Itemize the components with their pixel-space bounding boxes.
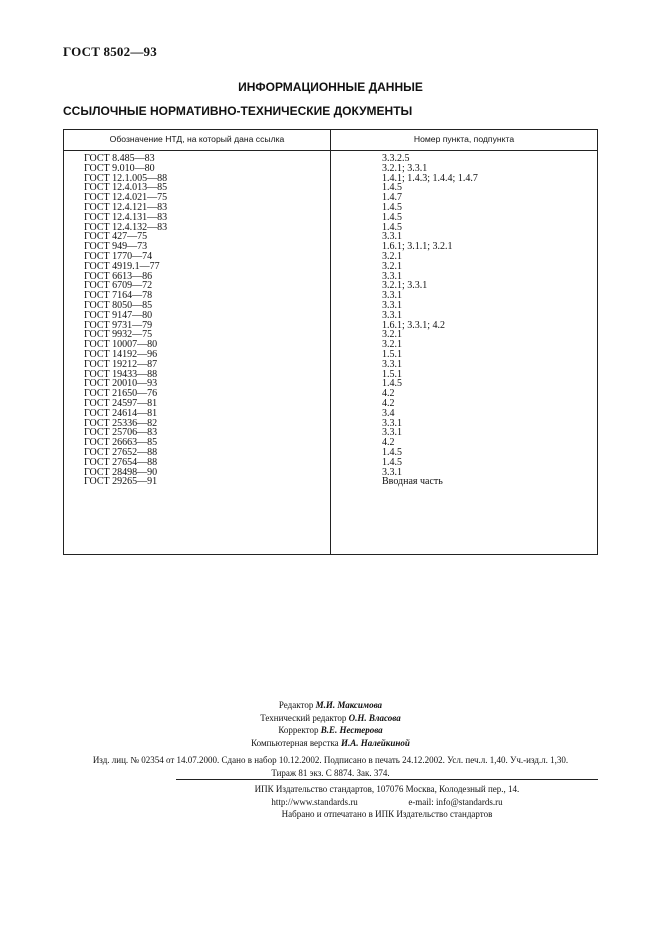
column-header-item: Номер пункта, подпункта: [413, 134, 515, 144]
document-cell: ГОСТ 9932—75: [84, 329, 153, 341]
editor-line: [0, 699, 661, 712]
publisher-website[interactable]: http://www.standards.ru: [271, 796, 358, 807]
item-cell: 3.3.1: [382, 466, 402, 478]
document-cell: ГОСТ 24614—81: [84, 407, 158, 419]
layout-label: Компьютерная верстка: [251, 737, 339, 748]
document-cell: ГОСТ 8050—85: [84, 299, 153, 311]
imprint-line-1: Изд. лиц. № 02354 от 14.07.2000. Сдано в набор 10.12.2002. Подписано в печать 24.12.2002. Усл. печ.л. 1,40. Уч.-изд.л. 1,30.: [92, 755, 569, 765]
corrector-name: В.Е. Нестерова: [320, 725, 383, 736]
document-cell: ГОСТ 427—75: [84, 231, 148, 243]
document-cell: ГОСТ 20010—93: [84, 378, 158, 390]
document-cell: ГОСТ 19433—88: [84, 368, 158, 380]
document-cell: ГОСТ 26663—85: [84, 437, 158, 449]
item-cell: 1.5.1: [382, 348, 402, 360]
item-cell: 1.4.5: [382, 221, 402, 233]
item-cell: 1.4.5: [382, 201, 402, 213]
document-cell: ГОСТ 6613—86: [84, 270, 153, 282]
column-header-document: Обозначение НТД, на который дана ссылка: [109, 134, 285, 144]
document-cell: ГОСТ 28498—90: [84, 466, 158, 478]
item-cell: 1.4.5: [382, 378, 402, 390]
document-cell: ГОСТ 1770—74: [84, 250, 153, 262]
item-cell: 3.3.1: [382, 299, 402, 311]
item-cell: 3.2.1; 3.3.1: [382, 162, 428, 174]
publisher-contacts: [176, 796, 598, 809]
item-cell: 4.2: [382, 397, 395, 409]
item-cell: 1.4.5: [382, 456, 402, 468]
editor-name: М.И. Максимова: [315, 700, 383, 710]
document-cell: ГОСТ 949—73: [84, 241, 148, 253]
item-cell: 3.2.1; 3.3.1: [382, 280, 428, 292]
document-cell: ГОСТ 9731—79: [84, 319, 153, 331]
item-cell: 3.3.1: [382, 417, 402, 429]
document-cell: ГОСТ 4919.1—77: [84, 260, 160, 272]
item-cell: 1.6.1; 3.3.1; 4.2: [382, 319, 446, 331]
table-body: [64, 154, 597, 487]
editor-label: Редактор: [278, 700, 314, 710]
table-row: [64, 477, 597, 487]
publisher-rule: [176, 779, 598, 780]
imprint-line-2: Тираж 81 экз. С 8874. Зак. 374.: [271, 767, 390, 778]
document-cell: ГОСТ 12.4.131—83: [84, 211, 168, 223]
layout-line: [0, 737, 661, 750]
credits-block: [0, 699, 661, 749]
item-cell: 4.2: [382, 437, 395, 449]
document-cell: ГОСТ 12.4.132—83: [84, 221, 168, 233]
publisher-address: ИПК Издательство стандартов, 107076 Москва, Колодезный пер., 14.: [254, 784, 520, 794]
document-cell: ГОСТ 9147—80: [84, 309, 153, 321]
tech-editor-line: [0, 712, 661, 725]
item-cell: 1.6.1; 3.1.1; 3.2.1: [382, 241, 453, 253]
item-cell: 1.4.1; 1.4.3; 1.4.4; 1.4.7: [382, 172, 478, 184]
document-cell: ГОСТ 12.1.005—88: [84, 172, 168, 184]
document-cell: ГОСТ 25706—83: [84, 427, 158, 439]
document-cell: ГОСТ 12.4.021—75: [84, 192, 168, 204]
item-cell: 3.3.1: [382, 427, 402, 439]
document-cell: ГОСТ 12.4.013—85: [84, 182, 168, 194]
publisher-email[interactable]: e-mail: info@standards.ru: [408, 796, 503, 807]
item-cell: 1.5.1: [382, 368, 402, 380]
document-cell: ГОСТ 25336—82: [84, 417, 158, 429]
item-cell: 3.3.1: [382, 270, 402, 282]
document-cell: ГОСТ 14192—96: [84, 348, 158, 360]
document-cell: ГОСТ 21650—76: [84, 388, 158, 400]
item-cell: 3.2.1: [382, 250, 402, 262]
document-cell: ГОСТ 27652—88: [84, 446, 158, 458]
item-cell: 3.3.1: [382, 309, 402, 321]
document-code: ГОСТ 8502—93: [63, 44, 157, 59]
document-cell: ГОСТ 12.4.121—83: [84, 201, 168, 213]
item-cell: 1.4.7: [382, 192, 402, 204]
item-cell: 1.4.5: [382, 182, 402, 194]
document-cell: ГОСТ 7164—78: [84, 290, 153, 302]
item-cell: 3.2.1: [382, 260, 402, 272]
document-cell: ГОСТ 19212—87: [84, 358, 158, 370]
references-table: [63, 129, 598, 555]
section-title: ИНФОРМАЦИОННЫЕ ДАННЫЕ: [238, 80, 423, 94]
publisher-block: [176, 783, 598, 821]
corrector-label: Корректор: [278, 725, 319, 736]
imprint-block: [63, 754, 598, 779]
corrector-line: [0, 724, 661, 737]
item-cell: 3.3.1: [382, 358, 402, 370]
item-cell: Вводная часть: [382, 476, 443, 488]
tech-editor-name: О.Н. Власова: [348, 712, 401, 723]
item-cell: 3.3.1: [382, 231, 402, 243]
item-cell: 3.3.1: [382, 290, 402, 302]
item-cell: 3.2.1: [382, 339, 402, 351]
item-cell: 4.2: [382, 388, 395, 400]
item-cell: 3.3.2.5: [382, 153, 410, 164]
tech-editor-label: Технический редактор: [260, 712, 347, 723]
document-cell: ГОСТ 6709—72: [84, 280, 153, 292]
item-cell: 3.4: [382, 407, 395, 419]
document-cell: ГОСТ 10007—80: [84, 339, 158, 351]
publisher-print-note: Набрано и отпечатано в ИПК Издательство стандартов: [281, 809, 493, 820]
document-cell: ГОСТ 9.010—80: [84, 162, 155, 174]
layout-name: И.А. Налейкиной: [340, 737, 410, 748]
item-cell: 1.4.5: [382, 446, 402, 458]
header-divider: [64, 150, 597, 151]
document-cell: ГОСТ 29265—91: [84, 476, 158, 488]
document-cell: ГОСТ 8.485—83: [84, 153, 155, 164]
item-cell: 1.4.5: [382, 211, 402, 223]
item-cell: 3.2.1: [382, 329, 402, 341]
table-title: ССЫЛОЧНЫЕ НОРМАТИВНО-ТЕХНИЧЕСКИЕ ДОКУМЕНТЫ: [63, 104, 413, 118]
document-cell: ГОСТ 24597—81: [84, 397, 158, 409]
document-cell: ГОСТ 27654—88: [84, 456, 158, 468]
